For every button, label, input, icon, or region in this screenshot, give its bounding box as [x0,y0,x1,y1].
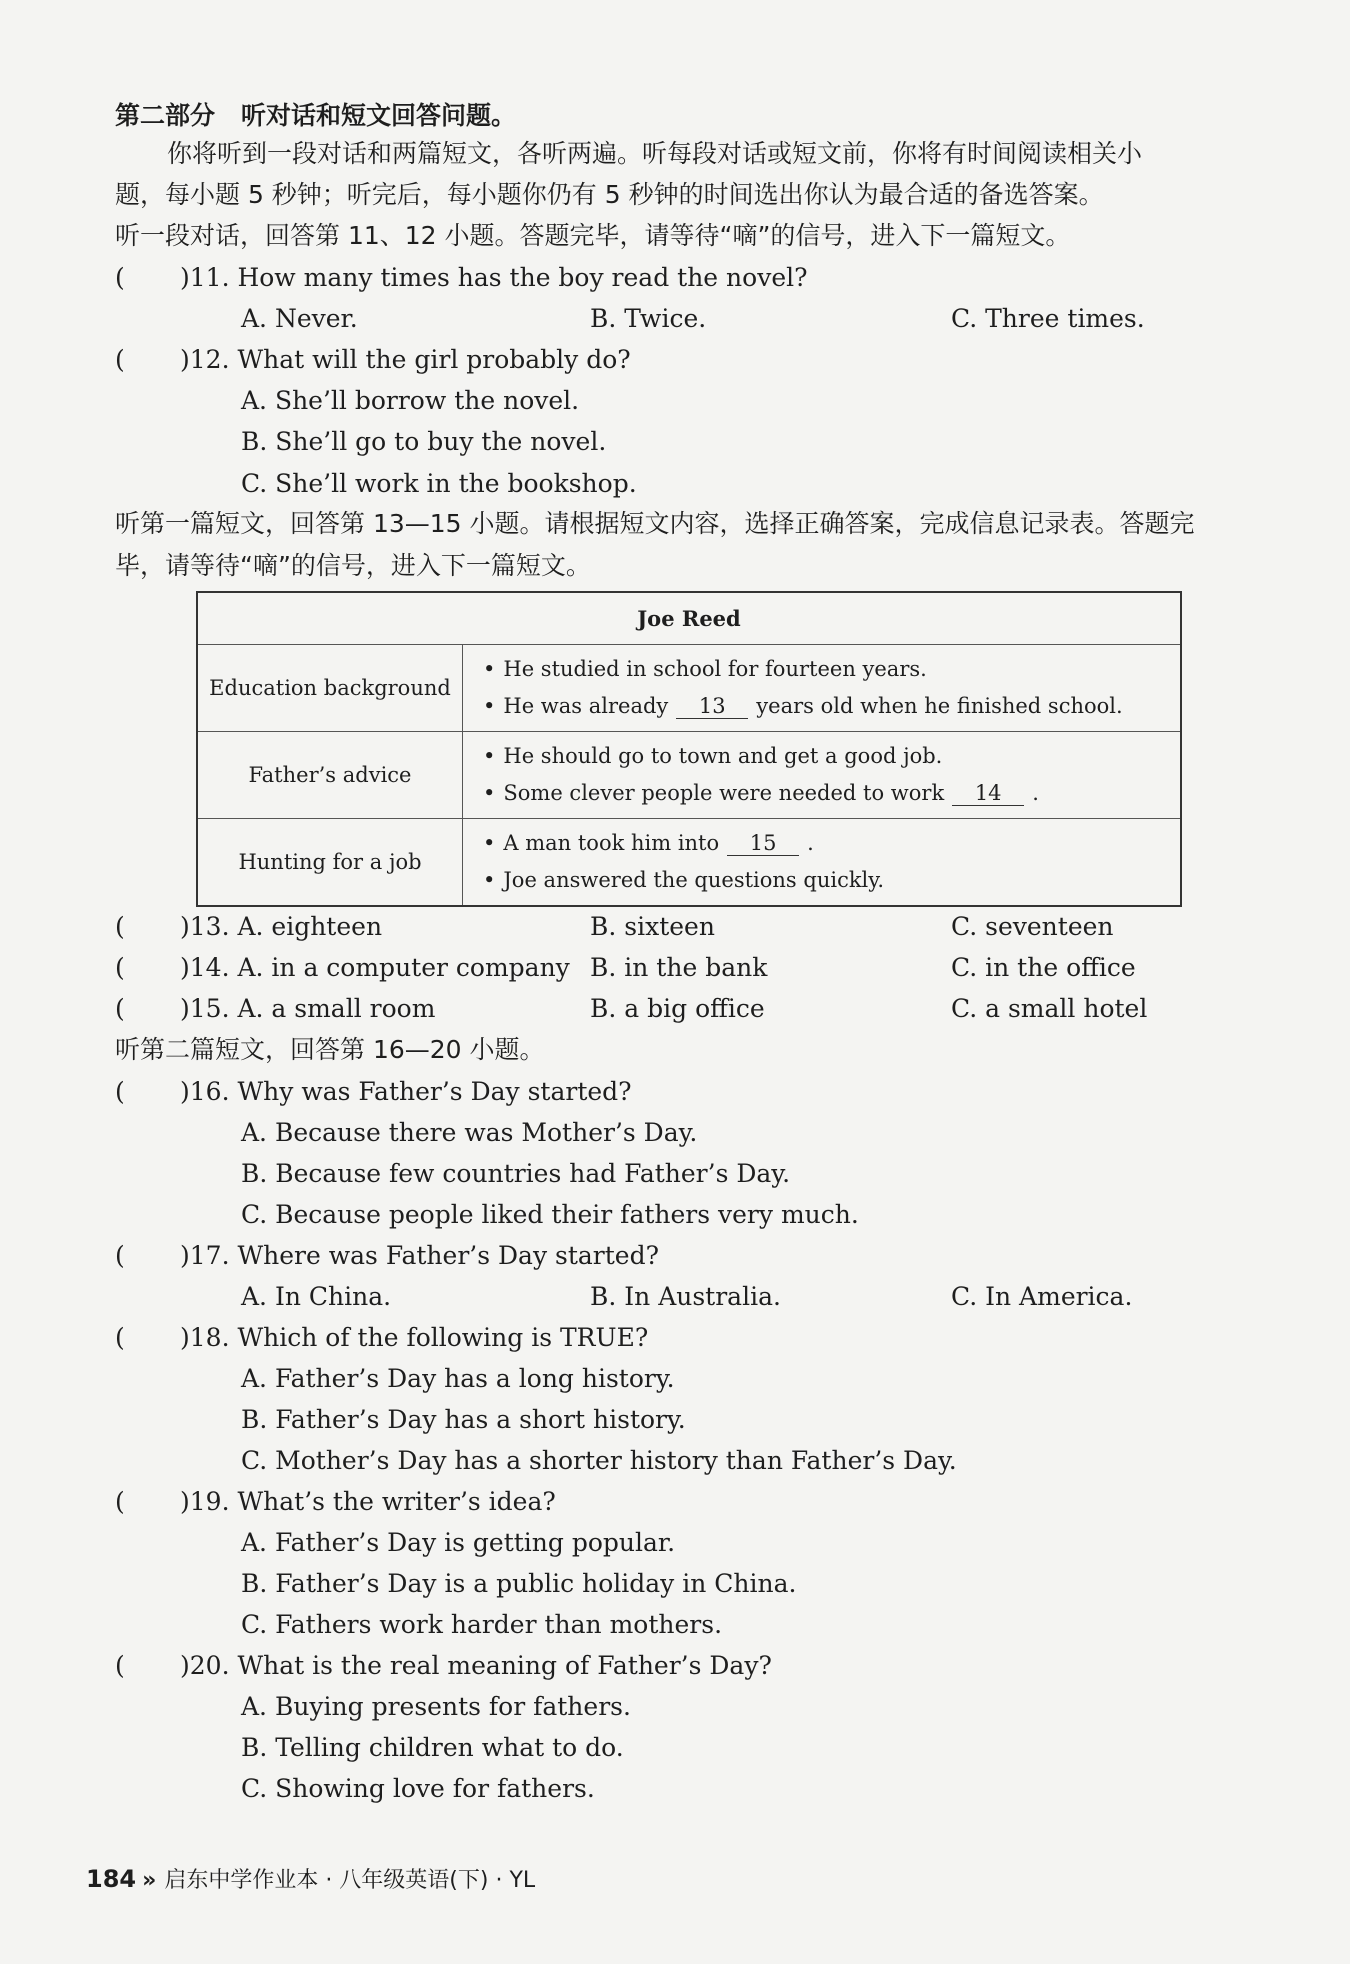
table-row [197,732,1181,819]
answer-paren: ( [115,994,125,1023]
row-label: Education background [197,645,463,732]
option-a: A. In China. [241,1282,392,1311]
answer-paren: ( [115,1241,125,1270]
option-c: C. Fathers work harder than mothers. [241,1610,723,1639]
answer-paren: ( [115,263,125,292]
instructions-line-1: 你将听到一段对话和两篇短文，各听两遍。听每段对话或短文前，你将有时间阅读相关小 [167,139,1143,168]
passage-1-instructions-line-1: 听第一篇短文，回答第 13—15 小题。请根据短文内容，选择正确答案，完成信息记录表。答题完 [115,509,1195,538]
table-title: Joe Reed [197,592,1181,645]
passage-1-instructions-line-2: 毕，请等待“嘀”的信号，进入下一篇短文。 [115,551,591,580]
answer-paren: ( [115,1651,125,1680]
option-a: A. Father’s Day is getting popular. [241,1528,676,1557]
fact-text: He was already [503,694,669,718]
option-b: B. Telling children what to do. [241,1733,624,1762]
option-b: B. Twice. [590,304,707,333]
option-a: A. Never. [241,304,358,333]
table-header-row [197,592,1181,645]
page-footer [86,1863,535,1894]
answer-paren: ( [115,912,125,941]
option-a: A. She’ll borrow the novel. [241,386,580,415]
option-b: B. Father’s Day is a public holiday in China. [241,1569,797,1598]
question-stem: )18. Which of the following is TRUE? [180,1323,649,1352]
bullet: • [483,744,496,768]
row-content [463,732,1182,819]
option-c: C. Because people liked their fathers very much. [241,1200,859,1229]
question-stem: )16. Why was Father’s Day started? [180,1077,632,1106]
option-b: B. in the bank [590,953,768,982]
table-row [197,819,1181,907]
part-label: 第二部分 [115,101,216,130]
page-number: 184 [86,1865,137,1893]
bullet: • [483,694,496,718]
bullet: • [483,657,496,681]
option-c: C. Three times. [951,304,1145,333]
question-stem: )13. A. eighteen [180,912,383,941]
question-stem: )12. What will the girl probably do? [180,345,631,374]
fact-text: years old when he finished school. [756,694,1123,718]
question-stem: )11. How many times has the boy read the novel? [180,263,808,292]
chevron-right-icon: » [142,1868,157,1893]
dialogue-instructions: 听一段对话，回答第 11、12 小题。答题完毕，请等待“嘀”的信号，进入下一篇短文。 [115,221,1071,250]
question-stem: )19. What’s the writer’s idea? [180,1487,556,1516]
option-b: B. Because few countries had Father’s Day. [241,1159,791,1188]
option-b: B. Father’s Day has a short history. [241,1405,686,1434]
passage-2-instructions: 听第二篇短文，回答第 16—20 小题。 [115,1035,545,1064]
fact-text: Some clever people were needed to work [503,781,945,805]
question-stem: )15. A. a small room [180,994,436,1023]
option-b: B. She’ll go to buy the novel. [241,427,607,456]
bullet: • [483,868,496,892]
row-label: Father’s advice [197,732,463,819]
option-c: C. Mother’s Day has a shorter history than Father’s Day. [241,1446,957,1475]
fact-text: He studied in school for fourteen years. [503,657,927,681]
question-stem: )17. Where was Father’s Day started? [180,1241,659,1270]
bullet: • [483,781,496,805]
option-c: C. She’ll work in the bookshop. [241,469,637,498]
option-c: C. in the office [951,953,1136,982]
option-b: B. sixteen [590,912,715,941]
option-c: C. a small hotel [951,994,1148,1023]
answer-paren: ( [115,1323,125,1352]
instructions-line-2: 题，每小题 5 秒钟；听完后，每小题你仍有 5 秒钟的时间选出你认为最合适的备选答案。 [115,180,1104,209]
row-content [463,819,1182,907]
option-c: C. seventeen [951,912,1114,941]
answer-blank-13[interactable]: 13 [676,694,748,719]
fact-text: Joe answered the questions quickly. [503,868,885,892]
row-label: Hunting for a job [197,819,463,907]
option-c: C. In America. [951,1282,1133,1311]
answer-paren: ( [115,1077,125,1106]
answer-blank-15[interactable]: 15 [727,831,799,856]
option-a: A. Father’s Day has a long history. [241,1364,675,1393]
row-content [463,645,1182,732]
fact-text: . [807,831,814,855]
info-record-table [196,591,1182,907]
option-c: C. Showing love for fathers. [241,1774,595,1803]
option-a: A. Buying presents for fathers. [241,1692,631,1721]
fact-text: A man took him into [503,831,720,855]
answer-paren: ( [115,345,125,374]
answer-paren: ( [115,1487,125,1516]
fact-text: He should go to town and get a good job. [503,744,943,768]
option-a: A. Because there was Mother’s Day. [241,1118,698,1147]
option-b: B. In Australia. [590,1282,781,1311]
bullet: • [483,831,496,855]
question-stem: )14. A. in a computer company [180,953,570,982]
answer-paren: ( [115,953,125,982]
fact-text: . [1032,781,1039,805]
answer-blank-14[interactable]: 14 [952,781,1024,806]
option-b: B. a big office [590,994,765,1023]
part-heading [115,98,516,134]
part-title: 听对话和短文回答问题。 [241,101,517,130]
book-title: 启东中学作业本 · 八年级英语(下) · YL [164,1868,536,1893]
question-stem: )20. What is the real meaning of Father’s Day? [180,1651,772,1680]
table-row [197,645,1181,732]
